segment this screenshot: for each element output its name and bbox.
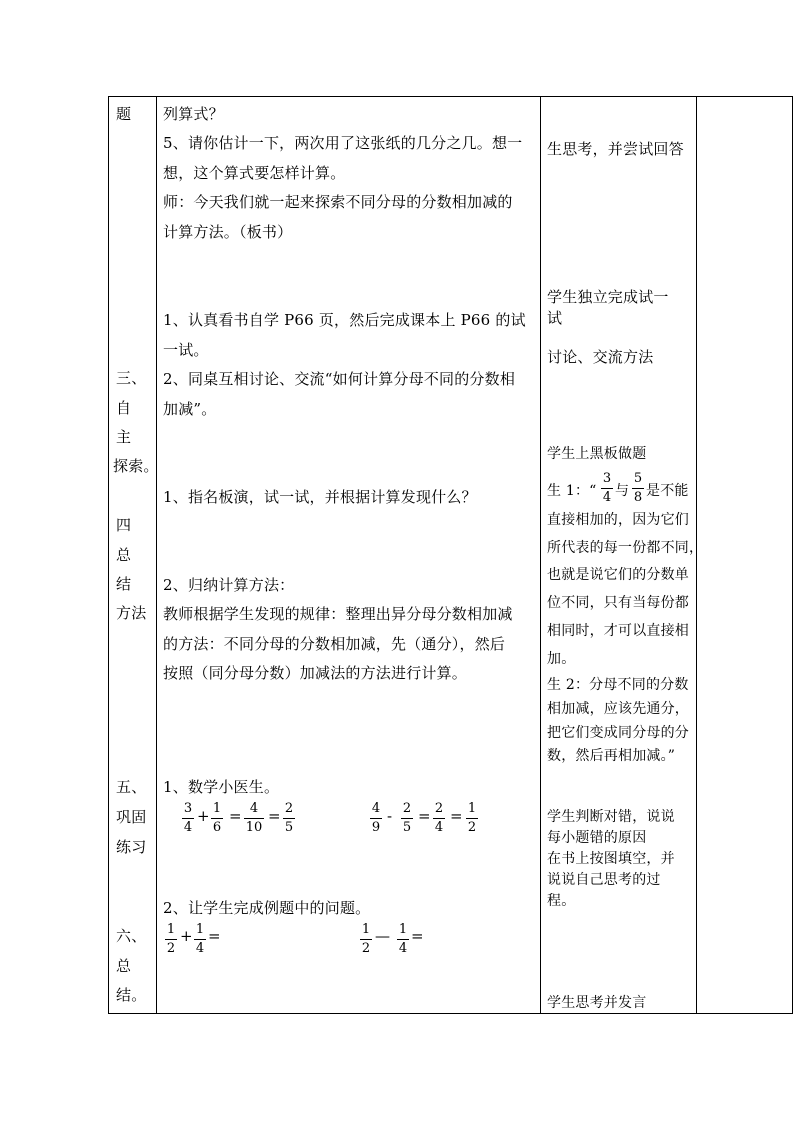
stage-label: 结 (116, 575, 132, 593)
teacher-text: 2、同桌互相讨论、交流“如何计算分母不同的分数相 (163, 370, 516, 388)
student-text: 说说自己思考的过 (547, 872, 661, 888)
teacher-text: 想，这个算式要怎样计算。 (163, 164, 346, 182)
fraction: 4 10 (245, 801, 263, 835)
stage-label: 练习 (116, 838, 147, 856)
operator: — (375, 927, 390, 945)
teacher-text: 加减”。 (163, 400, 217, 418)
student-text: 生 2：分母不同的分数 (547, 677, 689, 693)
student-text: 是不能 (646, 483, 689, 499)
stage-label: 探索。 (113, 457, 159, 475)
fraction: 2 4 (434, 801, 444, 835)
student-text: 也就是说它们的分数单 (547, 567, 689, 583)
stage-label: 总 (116, 546, 132, 564)
stage-label: 方法 (116, 604, 147, 622)
table-left-border (108, 96, 109, 1014)
stage-label: 六、 (116, 927, 147, 945)
student-text: 所代表的每一份都不同， (547, 540, 704, 556)
student-text: 位不同，只有当每份都 (547, 595, 689, 611)
stage-label: 三、 (116, 369, 147, 387)
operator: = (229, 807, 242, 825)
teacher-text: 列算式？ (163, 105, 224, 123)
operator: - (387, 807, 393, 825)
student-text: 直接相加的，因为它们 (547, 512, 689, 528)
fraction: 1 6 (212, 801, 222, 835)
student-text: 加。 (547, 651, 576, 667)
operator: = (411, 927, 424, 945)
fraction: 1 4 (195, 922, 205, 956)
stage-label: 巩固 (116, 808, 147, 826)
operator: + (197, 807, 210, 825)
teacher-text: 1、数学小医生。 (163, 778, 280, 796)
teacher-text: 2、归纳计算方法： (163, 576, 295, 594)
table-right-border (792, 96, 793, 1014)
operator: = (418, 807, 431, 825)
student-text: 把它们变成同分母的分 (547, 725, 689, 741)
stage-label: 主 (116, 428, 132, 446)
operator: + (180, 927, 193, 945)
column-divider-2 (540, 96, 541, 1014)
operator: = (450, 807, 463, 825)
student-text: 学生判断对错，说说 (547, 809, 675, 825)
fraction: 3 4 (602, 471, 612, 505)
student-text: 数，然后再相加减。” (547, 748, 676, 764)
stage-label: 题 (116, 105, 132, 123)
student-text: 学生思考并发言 (547, 995, 647, 1011)
student-text: 与 (615, 483, 630, 499)
teacher-text: 1、认真看书自学 P66 页，然后完成课本上 P66 的试 (163, 311, 526, 329)
student-text: 生思考，并尝试回答 (547, 140, 684, 158)
fraction: 3 4 (183, 801, 193, 835)
student-text: 讨论、交流方法 (547, 348, 654, 366)
student-text: 试 (547, 309, 563, 327)
operator: = (208, 927, 221, 945)
stage-label: 五、 (116, 778, 147, 796)
fraction: 5 8 (633, 471, 643, 505)
fraction: 2 5 (402, 801, 412, 835)
table-top-border (108, 96, 793, 97)
student-text: 每小题错的原因 (547, 830, 647, 846)
student-text: 相同时，才可以直接相 (547, 623, 689, 639)
stage-label: 总 (116, 957, 132, 975)
table-bottom-border (108, 1013, 793, 1014)
student-text: 学生独立完成试一 (547, 288, 669, 306)
teacher-text: 5、请你估计一下，两次用了这张纸的几分之几。想一 (163, 134, 523, 152)
student-text: 学生上黑板做题 (547, 446, 647, 462)
fraction: 1 4 (398, 922, 408, 956)
teacher-text: 师：今天我们就一起来探索不同分母的分数相加减的 (163, 193, 513, 211)
stage-label: 自 (116, 399, 132, 417)
teacher-text: 一试。 (163, 341, 209, 359)
student-text: 程。 (547, 893, 576, 909)
fraction: 4 9 (371, 801, 381, 835)
column-divider-1 (156, 96, 157, 1014)
teacher-text: 的方法：不同分母的分数相加减，先（通分），然后 (163, 635, 506, 653)
teacher-text: 2、让学生完成例题中的问题。 (163, 899, 371, 917)
operator: = (268, 807, 281, 825)
student-text: 在书上按图填空，并 (547, 851, 675, 867)
stage-label: 四 (116, 516, 132, 534)
teacher-text: 计算方法。（板书） (163, 223, 293, 241)
teacher-text: 1、指名板演，试一试，并根据计算发现什么？ (163, 488, 477, 506)
fraction: 1 2 (467, 801, 477, 835)
student-text: 相加减，应该先通分， (547, 701, 689, 717)
teacher-text: 按照（同分母分数）加减法的方法进行计算。 (163, 664, 468, 682)
fraction: 1 2 (166, 922, 176, 956)
fraction: 2 5 (284, 801, 294, 835)
stage-label: 结。 (116, 986, 147, 1004)
teacher-text: 教师根据学生发现的规律：整理出异分母分数相加减 (163, 605, 513, 623)
student-text: 生 1：“ (547, 483, 597, 499)
fraction: 1 2 (361, 922, 371, 956)
